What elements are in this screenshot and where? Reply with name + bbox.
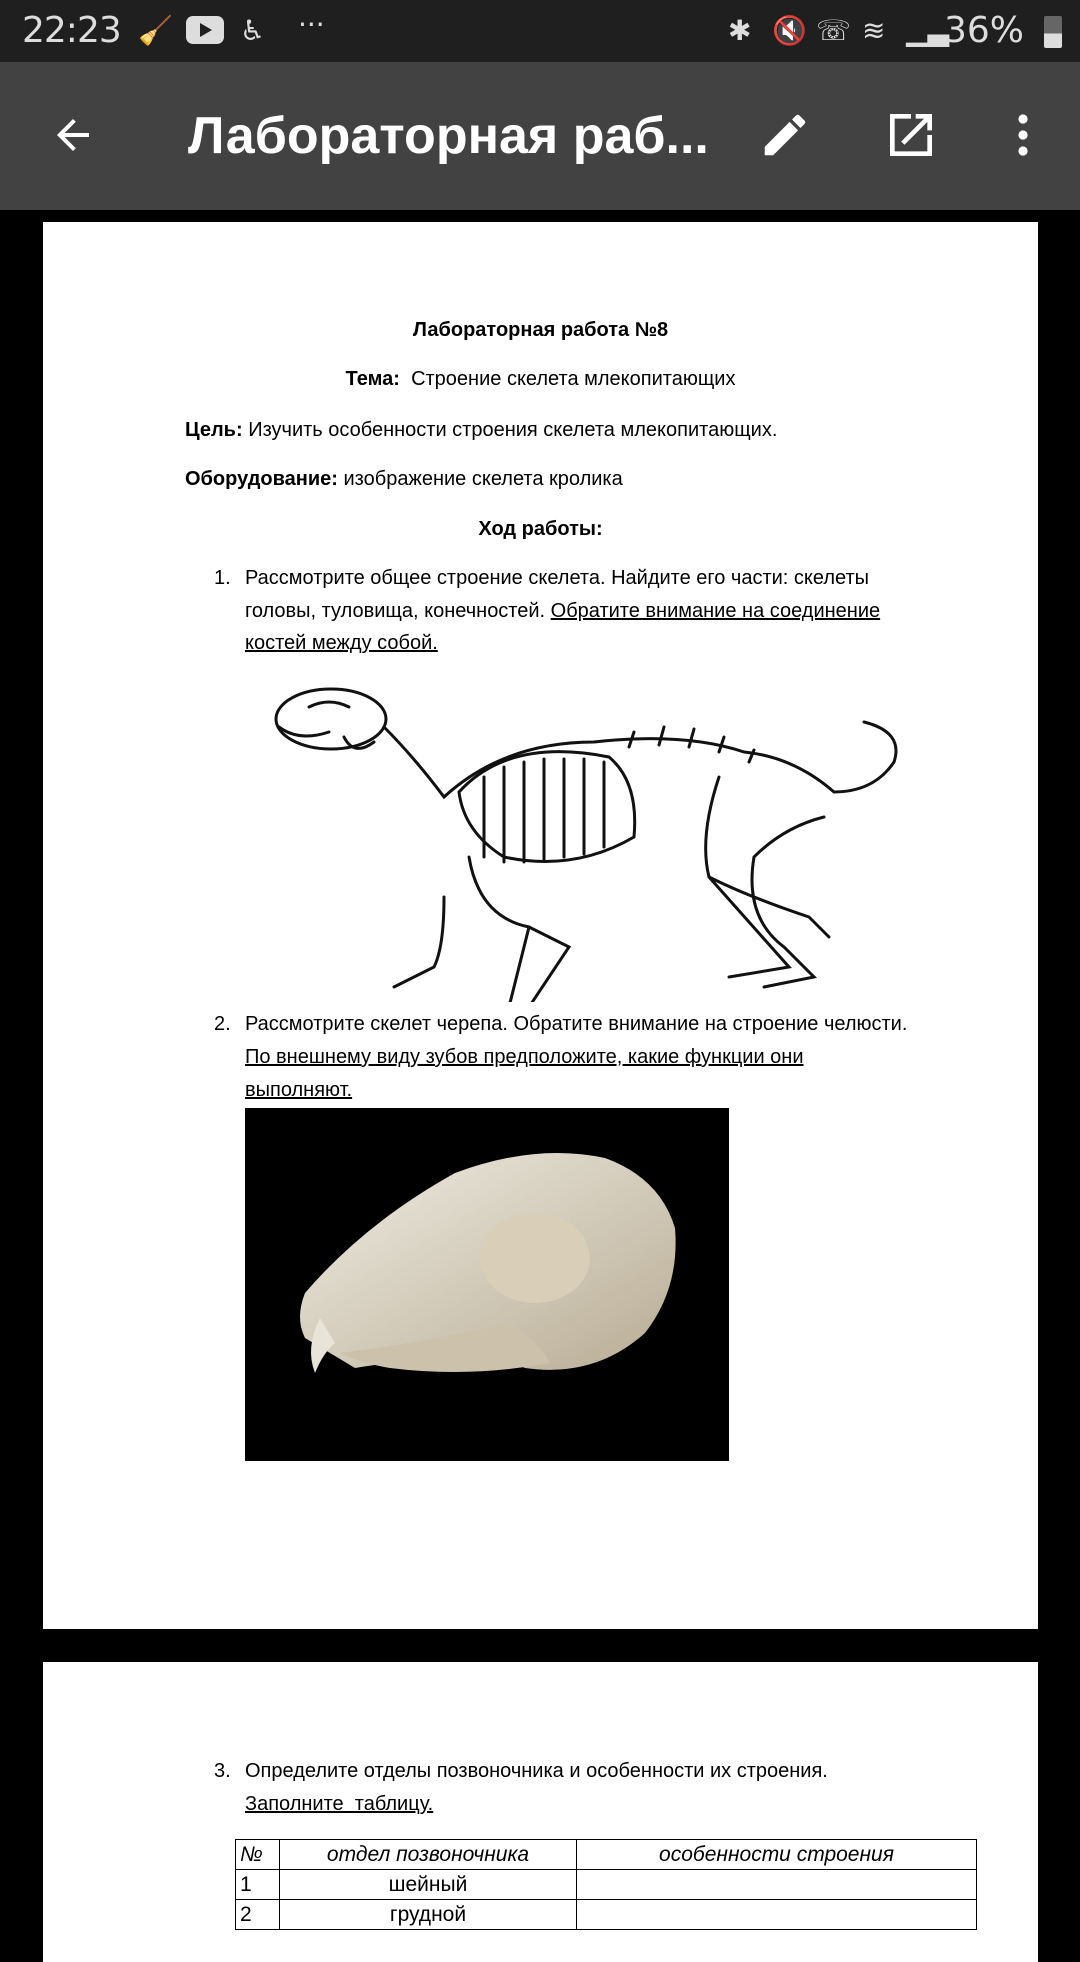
more-options-button[interactable]	[988, 100, 1058, 170]
item2-line2	[245, 1046, 804, 1069]
status-bar	[0, 0, 1080, 62]
goal-line	[185, 419, 777, 442]
open-external-icon	[883, 107, 939, 163]
battery-icon	[1044, 16, 1062, 48]
edit-pencil-icon	[758, 108, 812, 162]
item2-number: 2.	[214, 1013, 231, 1035]
topic-text: Строение скелета млекопитающих	[411, 368, 736, 390]
table-header-row	[236, 1840, 977, 1870]
cell-features[interactable]	[577, 1900, 977, 1930]
item1-line3-underlined: костей между собой.	[245, 632, 438, 654]
app-bar	[0, 62, 1080, 210]
item1-number: 1.	[214, 567, 231, 589]
item3-line2	[245, 1793, 433, 1816]
signal-icon: ▁▃	[906, 14, 950, 47]
more-notifications-icon: ···	[298, 8, 325, 41]
table-row	[236, 1870, 977, 1900]
accessibility-icon: ♿	[240, 14, 266, 47]
topic-line	[43, 368, 1038, 391]
cell-features[interactable]	[577, 1870, 977, 1900]
wifi-calling-icon: ☏	[816, 14, 852, 47]
item2-line1: Рассмотрите скелет черепа. Обратите внимание на строение челюсти.	[245, 1013, 908, 1035]
back-arrow-icon	[49, 111, 97, 159]
item2-line3	[245, 1079, 352, 1102]
item1-line1: Рассмотрите общее строение скелета. Найдите его части: скелеты	[245, 567, 870, 589]
item1-line3	[245, 632, 438, 655]
item3-line1: Определите отделы позвоночника и особенности их строения.	[245, 1760, 828, 1782]
goal-label: Цель:	[185, 419, 243, 441]
rabbit-skull-photo	[245, 1108, 729, 1461]
mute-icon: 🔇	[772, 14, 807, 47]
back-button[interactable]	[38, 100, 108, 170]
item1-line2	[245, 600, 880, 623]
header-number: №	[236, 1840, 280, 1870]
item2-line2-underlined: По внешнему виду зубов предположите, какие функции они	[245, 1046, 804, 1068]
document-title: Лабораторная раб...	[188, 107, 709, 165]
item3-line2-underlined: Заполните таблицу.	[245, 1793, 434, 1815]
cell-section: грудной	[280, 1900, 577, 1930]
goal-text: Изучить особенности строения скелета млекопитающих.	[248, 419, 778, 441]
vertebrae-table	[235, 1839, 977, 1930]
equipment-line	[185, 468, 623, 491]
wifi-icon: ≋	[862, 14, 886, 47]
table-row	[236, 1900, 977, 1930]
open-external-button[interactable]	[876, 100, 946, 170]
cell-section: шейный	[280, 1870, 577, 1900]
lab-title: Лабораторная работа №8	[412, 319, 669, 341]
equipment-text: изображение скелета кролика	[343, 468, 623, 490]
equipment-label: Оборудование:	[185, 468, 338, 490]
topic-label: Тема:	[345, 368, 400, 390]
item1-line2-underlined: Обратите внимание на соединение	[550, 600, 881, 622]
cell-number: 1	[236, 1870, 280, 1900]
rabbit-skeleton-image	[269, 667, 909, 1002]
cleaner-icon: 🧹	[138, 14, 173, 47]
youtube-icon	[186, 16, 224, 44]
document-page-2	[43, 1662, 1038, 1962]
procedure-title: Ход работы:	[478, 518, 603, 540]
edit-button[interactable]	[750, 100, 820, 170]
item2-line3-underlined: выполняют.	[245, 1079, 353, 1101]
bluetooth-icon: ✱	[728, 14, 752, 47]
item3-number: 3.	[214, 1760, 231, 1782]
status-time: 22:23	[22, 10, 121, 51]
document-page-1	[43, 222, 1038, 1629]
battery-level: 36%	[943, 10, 1024, 51]
header-features: особенности строения	[577, 1840, 977, 1870]
header-section: отдел позвоночника	[280, 1840, 577, 1870]
cell-number: 2	[236, 1900, 280, 1930]
item1-line2-text: головы, туловища, конечностей.	[245, 600, 551, 622]
more-vert-icon	[999, 111, 1047, 159]
